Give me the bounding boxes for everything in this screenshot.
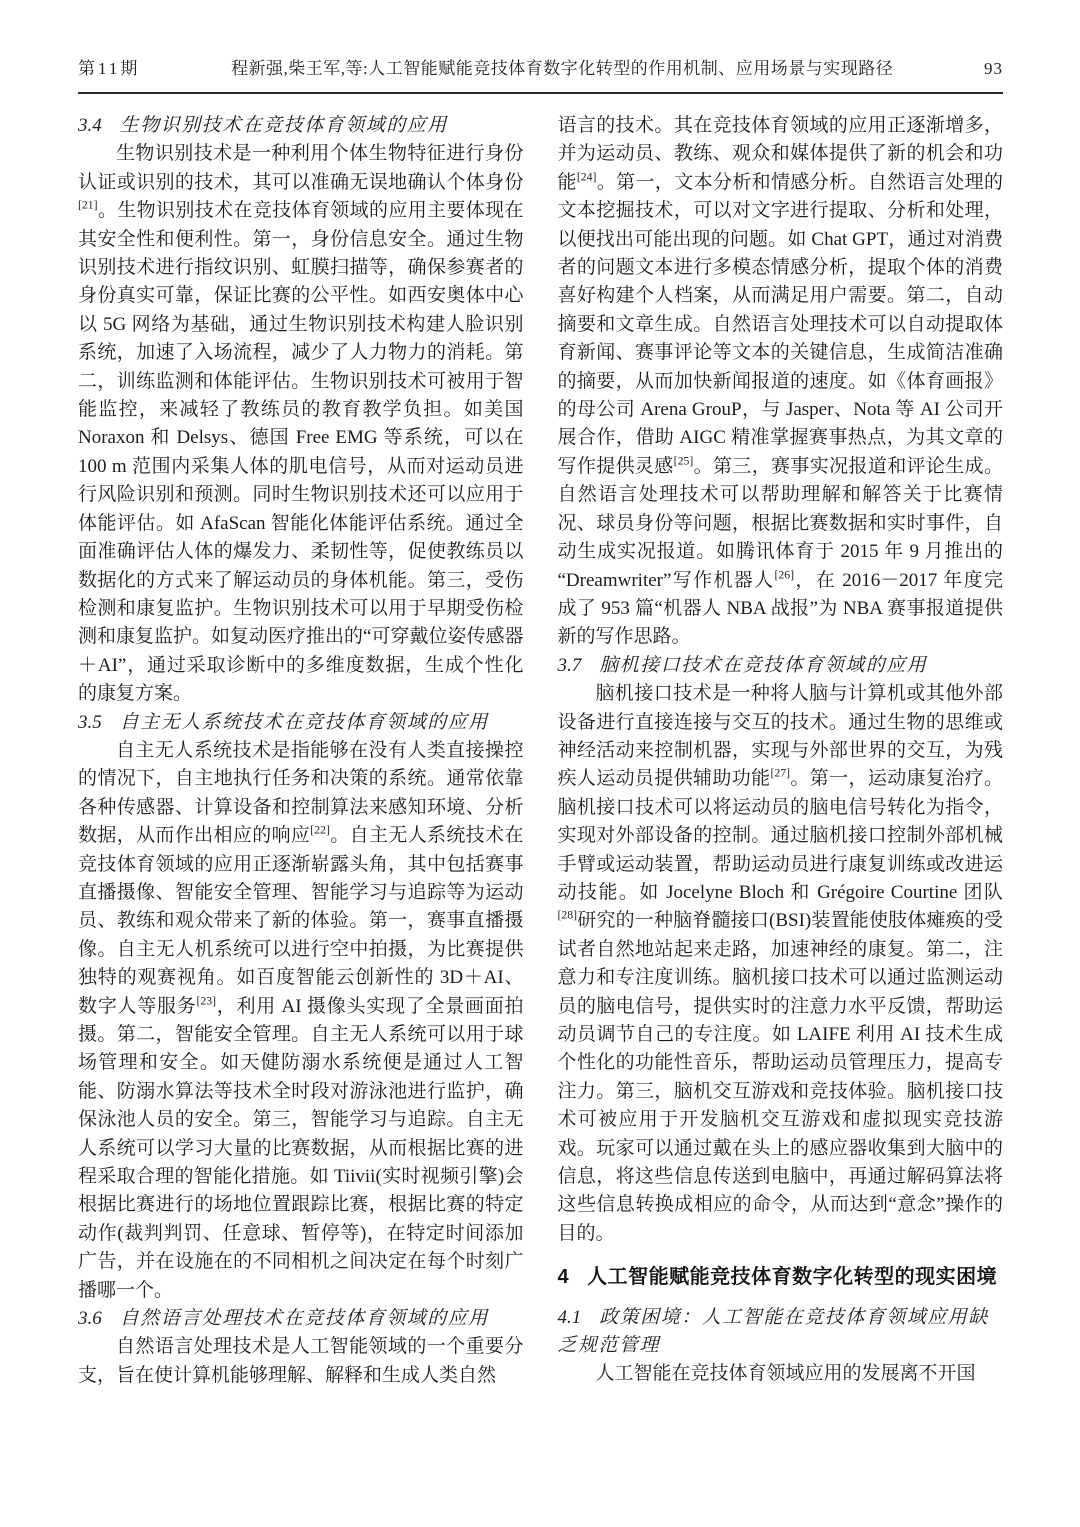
chapter-heading-4	[558, 1263, 1004, 1291]
section-heading-3-6	[78, 1305, 524, 1333]
running-title: 程新强,柴王军,等:人工智能赋能竞技体育数字化转型的作用机制、应用场景与实现路径	[231, 59, 894, 78]
running-header	[78, 58, 1003, 80]
section-number: 3.7	[557, 654, 582, 676]
section-heading-3-7	[558, 652, 1004, 680]
section-number: 3.5	[78, 711, 102, 733]
section-heading-3-4	[78, 112, 524, 140]
paragraph-3-6-continued: 语言的技术。其在竞技体育领域的应用正逐渐增多，并为运动员、教练、观众和媒体提供了新的机会和功能[24]。第一，文本分析和情感分析。自然语言处理的文本挖掘技术，可以对文字进行提取、分析和处理，以便找出可能出现的问题。如 Chat GPT，通过对消费者的问题文本进行多模态情感分析，提取个体的消费喜好构建个人档案，从而满足用户需要。第二，自动摘要和文章生成。自然语言处理技术可以自动提取体育新闻、赛事评论等文本的关键信息，生成简洁准确的摘要，从而加快新闻报道的速度。如《体育画报》的母公司 Arena GrouP，与 Jasper、Nota 等 AI 公司开展合作，借助 AIGC 精准掌握赛事热点，为其文章的写作提供灵感[25]。第三，赛事实况报道和评论生成。自然语言处理技术可以帮助理解和解答关于比赛情况、球员身份等问题，根据比赛数据和实时事件，自动生成实况报道。如腾讯体育于 2015 年 9 月推出的“Dreamwriter”写作机器人[26]，在 2016－2017 年度完成了 953 篇“机器人 NBA 战报”为 NBA 赛事报道提供新的写作思路。	[557, 115, 1003, 648]
issue-label: 第11期	[78, 59, 141, 78]
paragraph-3-6-start: 自然语言处理技术是人工智能领域的一个重要分支，旨在使计算机能够理解、解释和生成人类自然	[78, 1336, 524, 1386]
section-title: 生物识别技术在竞技体育领域的应用	[119, 115, 448, 136]
section-number: 3.6	[78, 1308, 102, 1330]
section-title: 自主无人系统技术在竞技体育领域的应用	[119, 711, 489, 733]
section-title: 政策困境：人工智能在竞技体育领域应用缺乏规范管理	[557, 1306, 989, 1357]
paragraph-4-1-start: 人工智能在竞技体育领域应用的发展离不开国	[595, 1363, 976, 1385]
page-number: 93	[984, 59, 1003, 78]
text-columns	[78, 112, 1003, 1390]
header-rule	[78, 92, 1003, 94]
section-heading-4-1	[558, 1304, 1004, 1361]
chapter-title: 人工智能赋能竞技体育数字化转型的现实困境	[587, 1266, 998, 1289]
section-number: 3.4	[78, 115, 102, 136]
paragraph-3-7: 脑机接口技术是一种将人脑与计算机或其他外部设备进行直接连接与交互的技术。通过生物的思维或神经活动来控制机器，实现与外部世界的交互，为残疾人运动员提供辅助功能[27]。第一，运动康复治疗。脑机接口技术可以将运动员的脑电信号转化为指令，实现对外部设备的控制。通过脑机接口控制外部机械手臂或运动装置，帮助运动员进行康复训练或改进运动技能。如 Jocelyne Bloch 和 Grégoire Courtine 团队[28]研究的一种脑脊髓接口(BSI)装置能使肢体瘫痪的受试者自然地站起来走路，加速神经的康复。第二，注意力和专注度训练。脑机接口技术可以通过监测运动员的脑电信号，提供实时的注意力水平反馈，帮助运动员调节自己的专注度。如 LAIFE 利用 AI 技术生成个性化的功能性音乐，帮助运动员管理压力，提高专注力。第三，脑机交互游戏和竞技体验。脑机接口技术可被应用于开发脑机交互游戏和虚拟现实竞技游戏。玩家可以通过戴在头上的感应器收集到大脑中的信息，将这些信息传送到电脑中，再通过解码算法将这些信息转换成相应的命令，从而达到“意念”操作的目的。	[557, 683, 1003, 1244]
paragraph-3-4: 生物识别技术是一种利用个体生物特征进行身份认证或识别的技术，其可以准确无误地确认个体身份[21]。生物识别技术在竞技体育领域的应用主要体现在其安全性和便利性。第一，身份信息安全。通过生物识别技术进行指纹识别、虹膜扫描等，确保参赛者的身份真实可靠，保证比赛的公平性。如西安奥体中心以 5G 网络为基础，通过生物识别技术构建人脸识别系统，加速了入场流程，减少了人力物力的消耗。第二，训练监测和体能评估。生物识别技术可被用于智能监控，来减轻了教练员的教育教学负担。如美国 Noraxon 和 Delsys、德国 Free EMG 等系统，可以在 100 m 范围内采集人体的肌电信号，从而对运动员进行风险识别和预测。同时生物识别技术还可以应用于体能评估。如 AfaScan 智能化体能评估系统。通过全面准确评估人体的爆发力、柔韧性等，促使教练员以数据化的方式来了解运动员的身体机能。第三，受伤检测和康复监护。生物识别技术可以用于早期受伤检测和康复监护。如复动医疗推出的“可穿戴位姿传感器＋AI”，通过采取诊断中的多维度数据，生成个性化的康复方案。	[78, 143, 524, 705]
paragraph-3-5: 自主无人系统技术是指能够在没有人类直接操控的情况下，自主地执行任务和决策的系统。通常依靠各种传感器、计算设备和控制算法来感知环境、分析数据，从而作出相应的响应[22]。自主无人系统技术在竞技体育领域的应用正逐渐崭露头角，其中包括赛事直播摄像、智能安全管理、智能学习与追踪等为运动员、教练和观众带来了新的体验。第一，赛事直播摄像。自主无人机系统可以进行空中拍摄，为比赛提供独特的观赛视角。如百度智能云创新性的 3D＋AI、数字人等服务[23]，利用 AI 摄像头实现了全景画面拍摄。第二，智能安全管理。自主无人系统可以用于球场管理和安全。如天健防溺水系统便是通过人工智能、防溺水算法等技术全时段对游泳池进行监护，确保泳池人员的安全。第三，智能学习与追踪。自主无人系统可以学习大量的比赛数据，从而根据比赛的进程采取合理的智能化措施。如 Tiivii(实时视频引擎)会根据比赛进行的场地位置跟踪比赛，根据比赛的特定动作(裁判判罚、任意球、暂停等)，在特定时间添加广告，并在设施在的不同相机之间决定在每个时刻广播哪一个。	[78, 739, 524, 1301]
section-heading-3-5	[78, 709, 524, 737]
section-title: 自然语言处理技术在竞技体育领域的应用	[119, 1308, 489, 1330]
right-column	[558, 112, 1004, 1390]
left-column	[78, 112, 524, 1390]
chapter-number: 4	[557, 1266, 570, 1289]
section-title: 脑机接口技术在竞技体育领域的应用	[599, 654, 928, 676]
section-number: 4.1	[557, 1306, 582, 1328]
